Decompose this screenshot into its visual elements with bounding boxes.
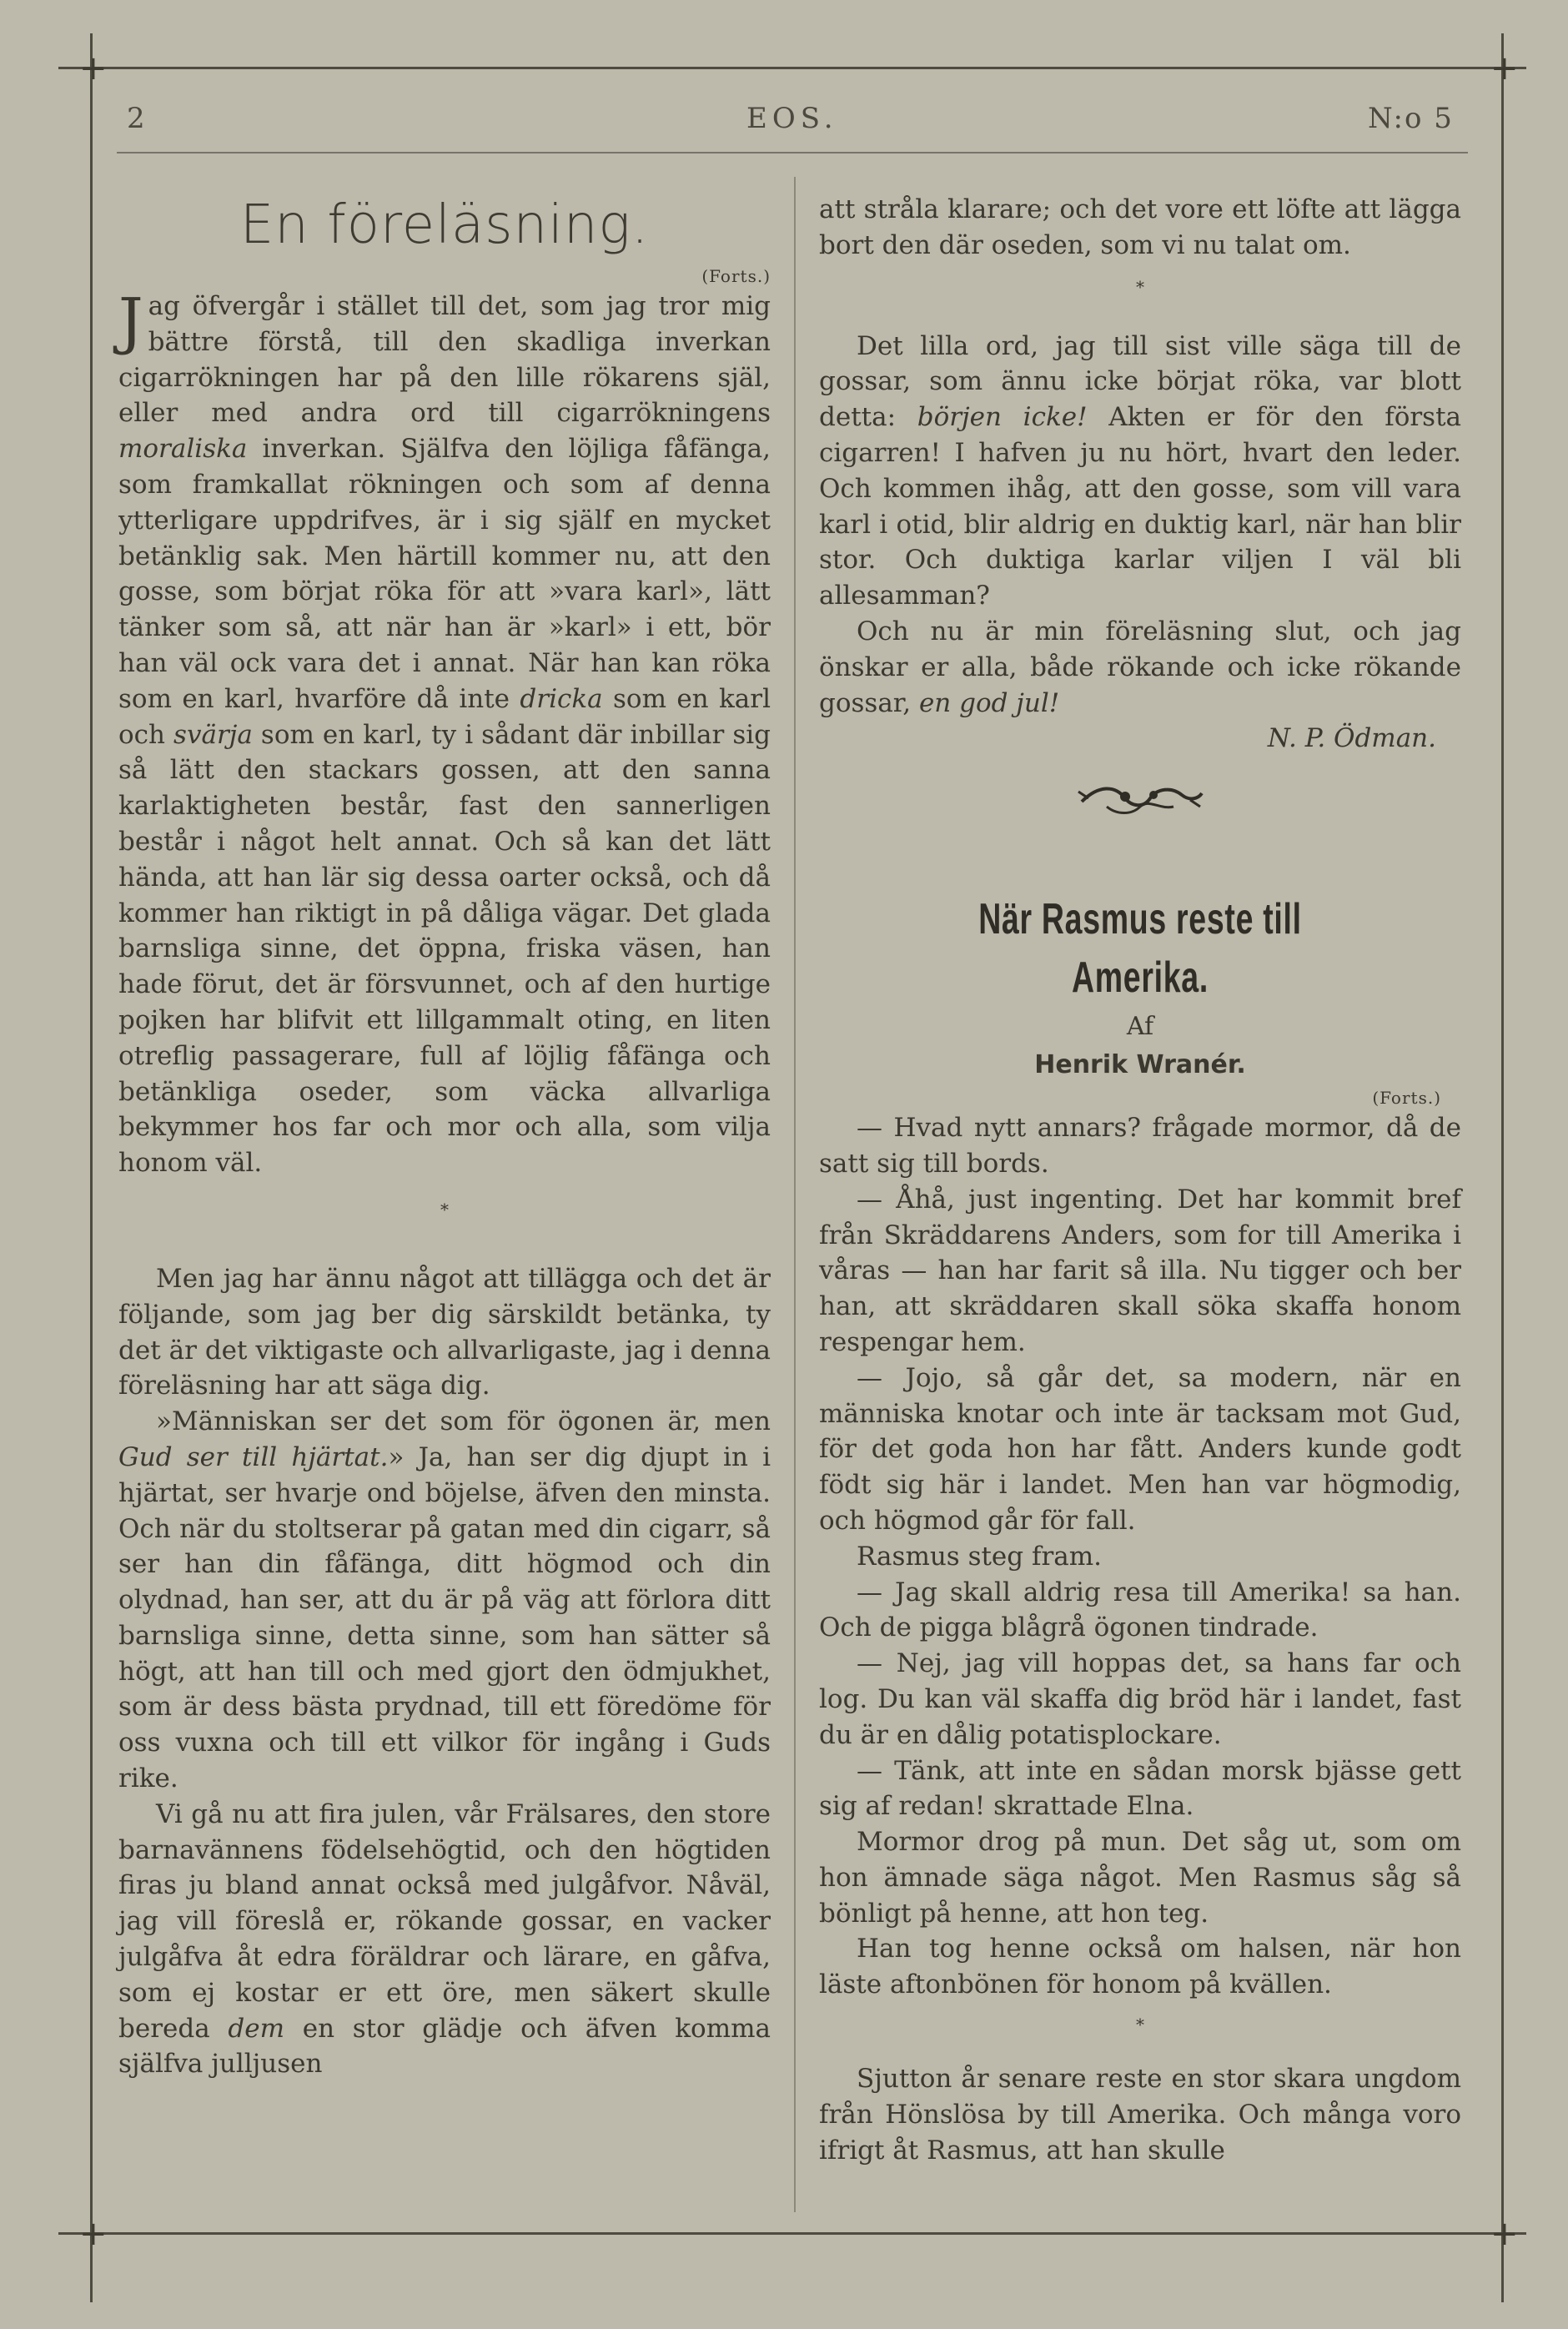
- article-title: En föreläsning.: [239, 194, 650, 256]
- paragraph: [118, 285, 771, 1181]
- paragraph: Men jag har ännu något att tillägga och det är följande, som jag ber dig särskildt betänka, ty det är det viktigaste och allvarligaste, jag i denna föreläsning har att säga dig.: [118, 1263, 771, 1401]
- right-rule: [1501, 33, 1504, 2302]
- paragraph: — Nej, jag vill hoppas det, sa hans far och log. Du kan väl skaffa dig bröd här i landet, fast du är en dålig potatisplockare.: [819, 1648, 1461, 1750]
- paragraph: — Hvad nytt annars? frågade mormor, då de satt sig till bords.: [819, 1113, 1461, 1179]
- paragraph: [118, 1797, 771, 2082]
- paragraph: Mormor drog på mun. Det såg ut, som om hon ämnade säga något. Men Rasmus såg så bönligt på henne, att hon teg.: [819, 1827, 1461, 1929]
- drop-cap: J: [118, 285, 143, 357]
- decorative-ornament: [1073, 773, 1207, 823]
- section-star: *: [1136, 276, 1144, 297]
- text: » Ja, han ser dig djupt in i hjärtat, ser hvarje ond böjelse, äfven den minsta. Och när du stoltserar på gatan med din cigarr, så ser han din fåfänga, ditt högmod och din olydnad, han ser, att du är på väg att förlora ditt barnsliga sinne, detta sinne, som han sätter så högt, att han till och med gjort den ödmjukhet, som är dess bästa prydnad, till ett föredöme för oss vuxna och till ett vilkor för ingång i Guds rike.: [118, 1441, 771, 1794]
- text: en stor glädje och äfven komma själfva julljusen: [118, 2013, 771, 2080]
- emphasis: moraliska: [118, 434, 248, 465]
- emphasis: svärja: [173, 719, 253, 750]
- issue-number: N:o 5: [1368, 102, 1454, 135]
- paragraph: Sjutton år senare reste en stor skara ungdom från Hönslösa by till Amerika. Och många voro ifrigt åt Rasmus, att han skulle: [819, 2064, 1461, 2166]
- paragraph: — Jag skall aldrig resa till Amerika! sa han. Och de pigga blågrå ögonen tindrade.: [819, 1577, 1461, 1643]
- text: som en karl, ty i sådant där inbillar sig så lätt den stackars gossen, att den sanna karlaktigheten består, fast den sannerligen består i något helt annat. Och så kan det lätt hända, att han lär sig dessa oarter också, och då kommer han riktigt in på dåliga vägar. Det glada barnsliga sinne, det öppna, friska väsen, han hade förut, det är försvunnet, och af den hurtige pojken har blifvit ett lillgammalt oting, en liten otreflig passagerare, full af löjlig fåfänga och betänkliga oseder, som väcka allvarliga bekymmer hos far och mor och alla, som vilja honom väl.: [118, 719, 771, 1179]
- right-column: [819, 192, 1461, 2168]
- paragraph: Rasmus steg fram.: [857, 1541, 1103, 1572]
- emphasis: en god jul!: [918, 687, 1060, 718]
- paragraph: att stråla klarare; och det vore ett löfte att lägga bort den där oseden, som vi nu talat om.: [819, 194, 1461, 260]
- corner-mark-bottom-left: +: [79, 2215, 108, 2253]
- emphasis: dem: [228, 2013, 284, 2044]
- journal-title: EOS.: [746, 102, 838, 135]
- emphasis: börjen icke!: [917, 402, 1088, 433]
- corner-mark-top-right: +: [1490, 49, 1519, 88]
- text: Det lilla ord, jag till sist ville säga till de gossar, som ännu icke börjat röka, var blott detta:: [819, 330, 1461, 433]
- text: som en karl och: [118, 683, 771, 750]
- page-number: 2: [127, 102, 147, 135]
- author-name: Henrik Wranér.: [1034, 1050, 1246, 1080]
- top-rule: [58, 67, 1526, 69]
- corner-mark-top-left: +: [79, 49, 108, 88]
- byline-prefix: Af: [1126, 1012, 1154, 1042]
- text: Akten er för den första cigarren! I hafven ju nu hört, hvart den leder. Och kommen ihåg, att den gosse, som vill vara karl i otid, blir aldrig en duktig karl, när han blir stor. Och duktiga karlar viljen I väl bli allesamman?: [819, 402, 1462, 611]
- continued-note: (Forts.): [701, 266, 771, 286]
- signature: N. P. Ödman.: [1267, 723, 1436, 754]
- bottom-rule: [58, 2232, 1526, 2235]
- paragraph: [819, 614, 1461, 721]
- text: ag öfvergår i stället till det, som jag tror mig bättre förstå, till den skadliga inverkan cigarrökningen har på den lille rökarens själ, eller med andra ord till cigarrökningens: [118, 291, 771, 429]
- article-title: När Rasmus reste till Amerika.: [978, 895, 1302, 1003]
- emphasis: Gud ser till hjärtat.: [118, 1441, 389, 1472]
- column-separator: [794, 177, 796, 2212]
- paragraph: — Jojo, så går det, sa modern, när en människa knotar och inte är tacksam mot Gud, för det goda hon har fått. Anders kunde godt födt sig här i landet. Men han var högmodig, och högmod går för fall.: [819, 1362, 1461, 1536]
- paragraph: — Åhå, just ingenting. Det har kommit bref från Skräddarens Anders, som for till Amerika i våras — han har farit så illa. Nu tigger och ber han, att skräddaren skall söka skaffa honom respengar hem.: [819, 1184, 1461, 1357]
- section-star: *: [440, 1199, 449, 1220]
- paragraph: [819, 329, 1461, 614]
- emphasis: dricka: [520, 683, 603, 714]
- left-rule: [90, 33, 93, 2302]
- corner-mark-bottom-right: +: [1490, 2215, 1519, 2253]
- paragraph: — Tänk, att inte en sådan morsk bjässe gett sig af redan! skrattade Elna.: [819, 1755, 1461, 1822]
- header-rule: [117, 152, 1468, 153]
- continued-note: (Forts.): [1372, 1088, 1441, 1109]
- paragraph: [118, 1404, 771, 1797]
- text: »Människan ser det som för ögonen är, men: [156, 1406, 771, 1437]
- paragraph: Han tog henne också om halsen, när hon läste aftonbönen för honom på kvällen.: [819, 1934, 1461, 2000]
- text: inverkan. Själfva den löjliga fåfänga, som framkallat rökningen och som af denna ytterligare uppdrifves, är i sig själf en mycket betänklig sak. Men härtill kommer nu, att den gosse, som börjat röka för att »vara karl», lätt tänker som så, att när han är »karl» i ett, bör han väl ock vara det i annat. När han kan röka som en karl, hvarföre då inte: [118, 434, 771, 714]
- left-column: [118, 192, 771, 2082]
- text: Vi gå nu att fira julen, vår Frälsares, den store barnavännens födelsehögtid, och den högtiden firas ju bland annat också med julgåfvor. Nåväl, jag vill föreslå er, rökande gossar, en vacker julgåfva åt edra föräldrar och lärare, en gåfva, som ej kostar er ett öre, men säkert skulle bereda: [118, 1798, 771, 2044]
- section-star: *: [1136, 2015, 1144, 2035]
- text: Och nu är min föreläsning slut, och jag önskar er alla, både rökande och icke rökande gossar,: [819, 616, 1461, 718]
